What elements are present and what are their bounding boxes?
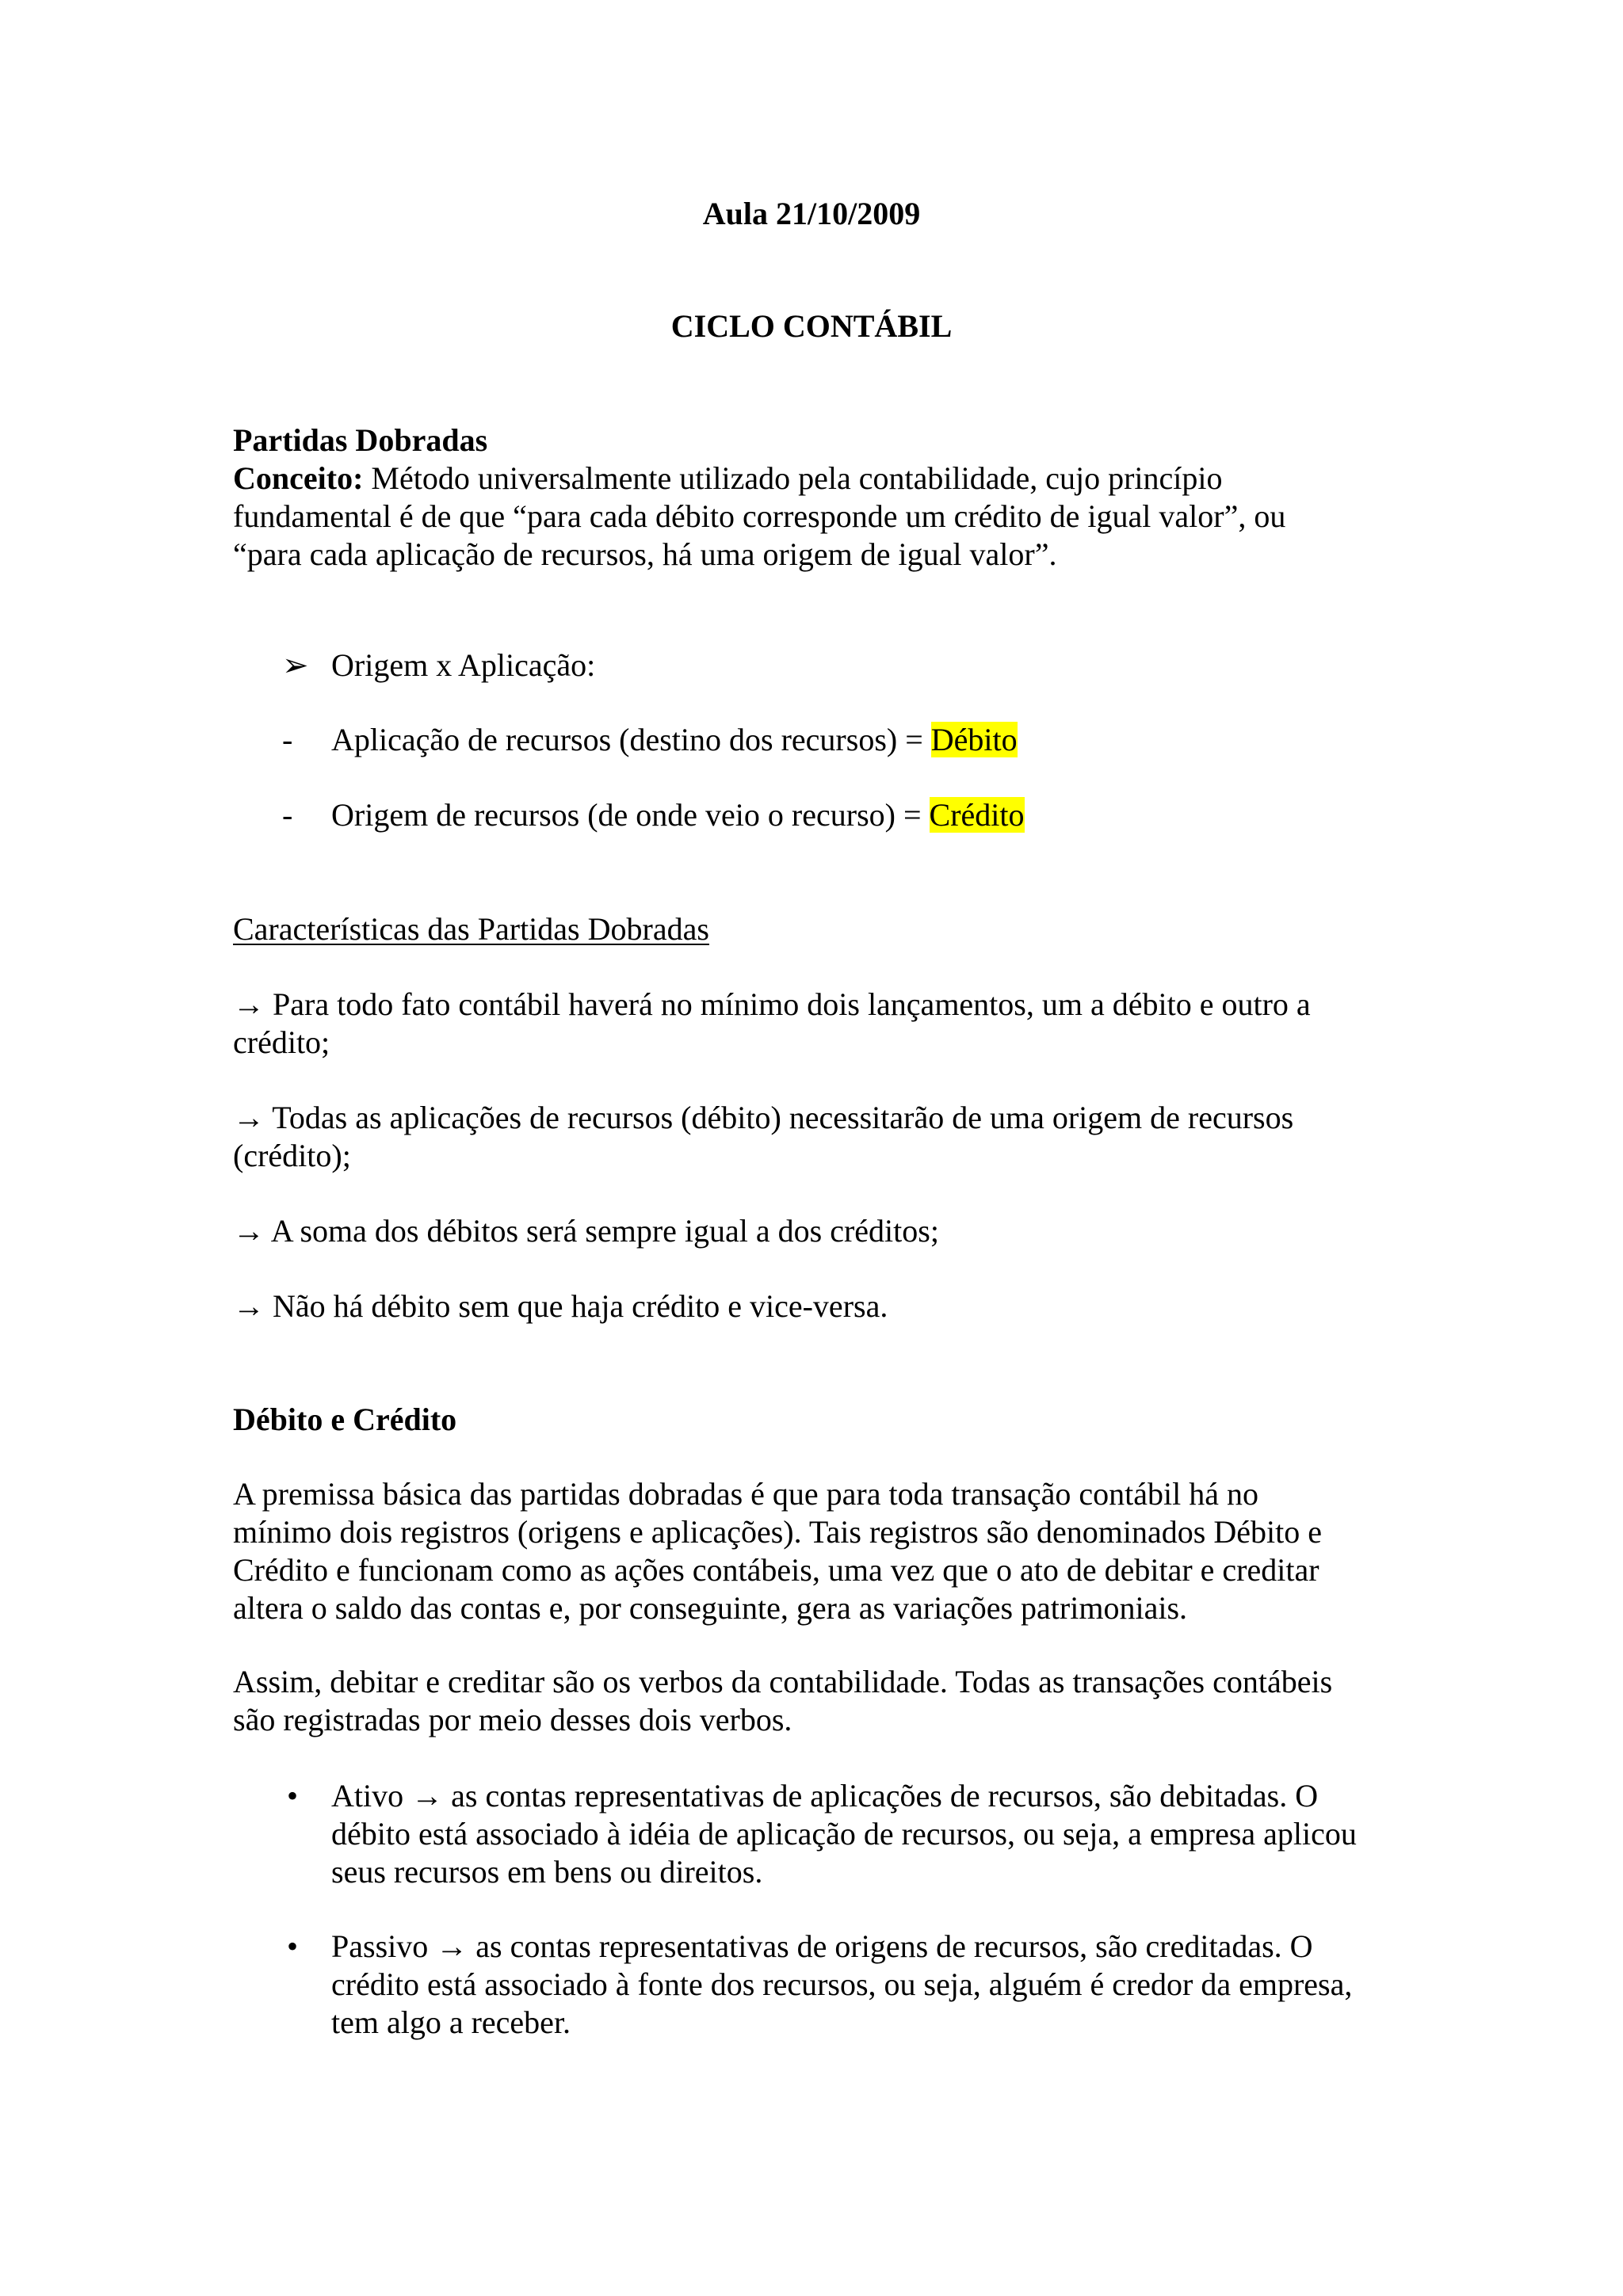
- main-title: CICLO CONTÁBIL: [670, 308, 953, 344]
- caracteristica-item-1: [233, 986, 1422, 1062]
- concept-line-2: fundamental é de que “para cada débito corresponde um crédito de igual valor”, ou: [233, 498, 1286, 534]
- passivo-line-3: tem algo a receber.: [331, 2004, 571, 2040]
- caracteristica-item-3-text: A soma dos débitos será sempre igual a dos créditos;: [265, 1213, 939, 1249]
- caracteristica-item-1-line-2: crédito;: [233, 1024, 330, 1060]
- right-arrow-icon: →: [411, 1778, 444, 1814]
- caracteristica-item-4: [233, 1287, 1422, 1325]
- para2-line-1: Assim, debitar e creditar são os verbos da contabilidade. Todas as transações contábeis: [233, 1664, 1333, 1699]
- ativo-text-block: [331, 1777, 1401, 1891]
- caracteristica-item-1-text: Para todo fato contábil haverá no mínimo dois lançamentos, um a débito e outro a: [265, 986, 1311, 1022]
- date-title: Aula 21/10/2009: [702, 196, 921, 231]
- right-arrow-icon: →: [233, 1213, 265, 1249]
- right-arrow-icon: →: [233, 1288, 265, 1324]
- dash-marker: -: [282, 797, 293, 833]
- concept-text-1: Método universalmente utilizado pela contabilidade, cujo princípio: [363, 460, 1223, 496]
- bullet-dot-icon: •: [287, 1928, 299, 1964]
- ativo-line-2: débito está associado à idéia de aplicação de recursos, ou seja, a empresa aplicou: [331, 1816, 1357, 1852]
- concept-line-3: “para cada aplicação de recursos, há uma origem de igual valor”.: [233, 536, 1057, 572]
- passivo-line-1: [331, 1928, 1401, 1966]
- para1-line-2: mínimo dois registros (origens e aplicações). Tais registros são denominados Débito e: [233, 1514, 1322, 1550]
- concept-line-1: [233, 460, 1422, 498]
- para1-line-1: A premissa básica das partidas dobradas é que para toda transação contábil há no: [233, 1476, 1258, 1512]
- passivo-bullet-item: [0, 1928, 1623, 2046]
- caracteristica-item-2: [233, 1099, 1422, 1175]
- para2-line-2: são registradas por meio desses dois verbos.: [233, 1702, 792, 1737]
- passivo-line-2: crédito está associado à fonte dos recursos, ou seja, alguém é credor da empresa,: [331, 1966, 1353, 2002]
- debito-credito-paragraph-1: [233, 1475, 1422, 1627]
- caracteristica-item-2-line-2: (crédito);: [233, 1138, 351, 1173]
- aplicacao-text: Aplicação de recursos (destino dos recursos) =: [331, 722, 931, 757]
- ativo-line-3: seus recursos em bens ou direitos.: [331, 1854, 763, 1890]
- partidas-heading: Partidas Dobradas: [233, 422, 488, 458]
- dash-marker: -: [282, 722, 293, 757]
- right-arrow-icon: →: [233, 1100, 265, 1135]
- caracteristica-item-2-text: Todas as aplicações de recursos (débito) necessitarão de uma origem de recursos: [265, 1100, 1294, 1135]
- para1-line-3: Crédito e funcionam como as ações contábeis, uma vez que o ato de debitar e creditar: [233, 1552, 1319, 1588]
- caracteristica-item-4-text: Não há débito sem que haja crédito e vice-versa.: [265, 1288, 888, 1324]
- passivo-text-block: [331, 1928, 1401, 2042]
- caracteristica-item-3-line: [233, 1212, 1422, 1250]
- ativo-text-1: as contas representativas de aplicações de recursos, são debitadas. O: [443, 1778, 1319, 1814]
- bullet-dot-icon: •: [287, 1778, 299, 1814]
- origem-title: Origem x Aplicação:: [331, 647, 596, 683]
- caracteristica-item-4-line: [233, 1287, 1422, 1325]
- caracteristicas-heading: Características das Partidas Dobradas: [233, 911, 709, 947]
- passivo-label: Passivo: [331, 1928, 437, 1964]
- caracteristica-item-2-line-1: [233, 1099, 1422, 1137]
- caracteristica-item-1-line-1: [233, 986, 1422, 1024]
- origem-recursos-text: Origem de recursos (de onde veio o recurso) =: [331, 797, 930, 833]
- debito-credito-paragraph-2: [233, 1663, 1422, 1739]
- partidas-section: [233, 421, 1422, 574]
- concept-label: Conceito:: [233, 460, 364, 496]
- debito-credito-heading: Débito e Crédito: [233, 1402, 457, 1437]
- debito-highlight: Débito: [930, 722, 1018, 757]
- origem-item-1: [0, 721, 1623, 759]
- right-arrow-icon: →: [233, 986, 265, 1022]
- origem-item-2: [0, 796, 1623, 834]
- caracteristica-item-3: [233, 1212, 1422, 1250]
- ativo-bullet-item: [0, 1777, 1623, 1896]
- arrowhead-bullet-icon: ➢: [282, 647, 309, 683]
- origem-heading-row: [0, 646, 1623, 685]
- ativo-label: Ativo: [331, 1778, 412, 1814]
- para1-line-4: altera o saldo das contas e, por conseguinte, gera as variações patrimoniais.: [233, 1590, 1188, 1626]
- credito-highlight: Crédito: [929, 797, 1025, 833]
- passivo-text-1: as contas representativas de origens de recursos, são creditadas. O: [468, 1928, 1313, 1964]
- origem-item-1-text: [331, 721, 1401, 759]
- right-arrow-icon: →: [436, 1928, 468, 1964]
- ativo-line-1: [331, 1777, 1401, 1815]
- origem-item-2-text: [331, 796, 1401, 834]
